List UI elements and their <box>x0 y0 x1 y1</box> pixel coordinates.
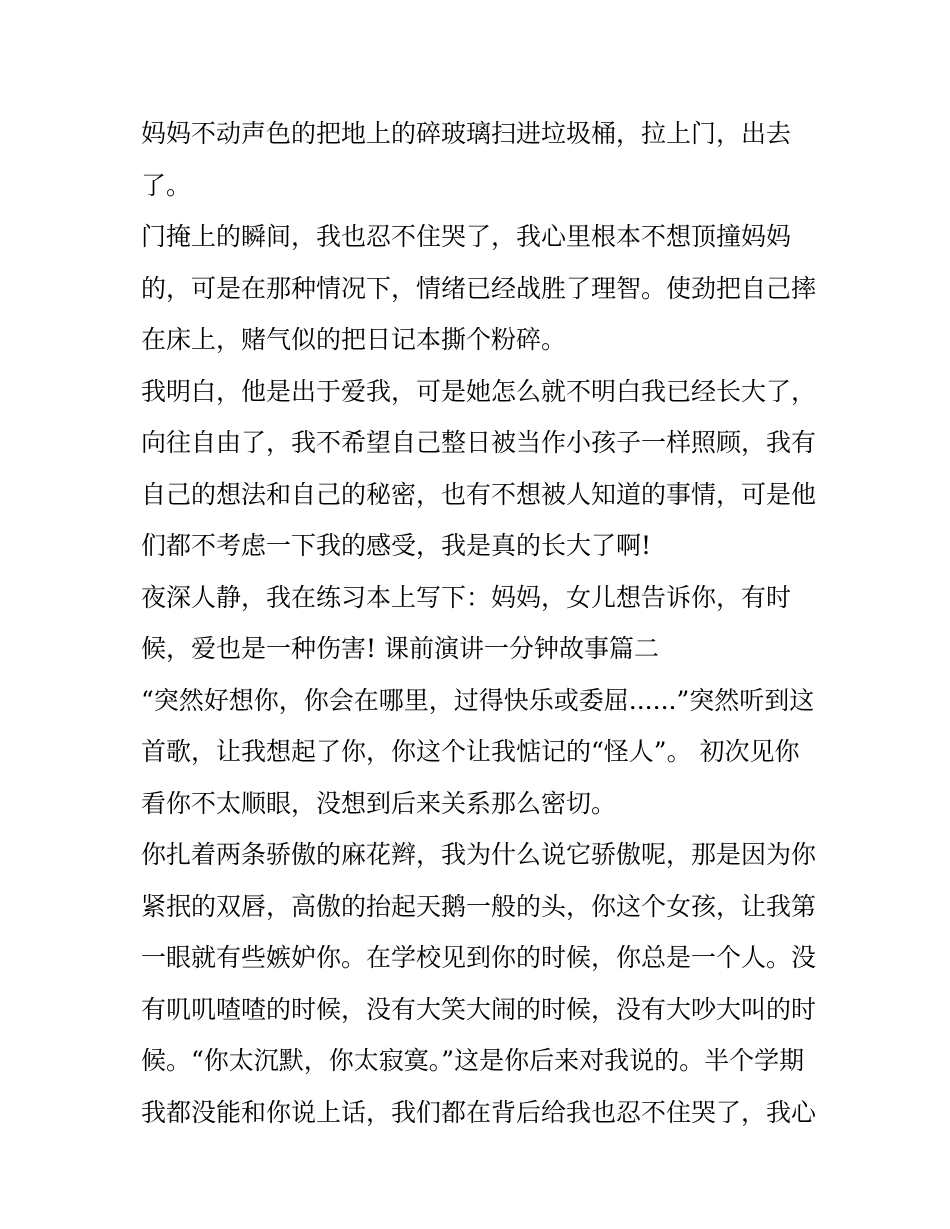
text-line: 妈妈不动声色的把地上的碎玻璃扫进垃圾桶，拉上门，出去 <box>141 119 792 148</box>
text-line: 自己的想法和自己的秘密，也有不想被人知道的事情，可是他 <box>141 479 817 509</box>
text-line: 向往自由了，我不希望自己整日被当作小孩子一样照顾，我有 <box>141 428 817 457</box>
text-line: 的，可是在那种情况下，情绪已经战胜了理智。使劲把自己摔 <box>141 273 817 303</box>
text-line: 了。 <box>141 170 192 200</box>
text-line: 在床上，赌气似的把日记本撕个粉碎。 <box>141 325 567 354</box>
text-line: 我明白，他是出于爱我，可是她怎么就不明白我已经长大了， <box>141 376 817 406</box>
text-line: 们都不考虑一下我的感受，我是真的长大了啊! <box>141 531 652 560</box>
body-text <box>141 108 821 1138</box>
text-line: 夜深人静，我在练习本上写下：妈妈，女儿想告诉你，有时 <box>141 582 792 612</box>
text-line: 候。“你太沉默，你太寂寞。”这是你后来对我说的。半个学期 <box>141 1046 805 1075</box>
text-line: 首歌，让我想起了你，你这个让我惦记的“怪人”。 初次见你 <box>141 737 800 766</box>
text-line: 一眼就有些嫉妒你。在学校见到你的时候，你总是一个人。没 <box>141 943 817 972</box>
text-line: 有叽叽喳喳的时候，没有大笑大闹的时候，没有大吵大叫的时 <box>141 994 817 1024</box>
text-line: 门掩上的瞬间，我也忍不住哭了，我心里根本不想顶撞妈妈 <box>141 222 792 251</box>
text-line: 看你不太顺眼，没想到后来关系那么密切。 <box>141 788 617 818</box>
text-line: 你扎着两条骄傲的麻花辫，我为什么说它骄傲呢，那是因为你 <box>141 840 817 869</box>
text-line: 紧抿的双唇，高傲的抬起天鹅一般的头，你这个女孩，让我第 <box>141 891 817 921</box>
text-line: 我都没能和你说上话，我们都在背后给我也忍不住哭了，我心 <box>141 1097 817 1127</box>
text-line: 候，爱也是一种伤害! 课前演讲一分钟故事篇二 <box>141 634 659 663</box>
text-line: “突然好想你，你会在哪里，过得快乐或委屈......”突然听到这 <box>141 685 815 715</box>
